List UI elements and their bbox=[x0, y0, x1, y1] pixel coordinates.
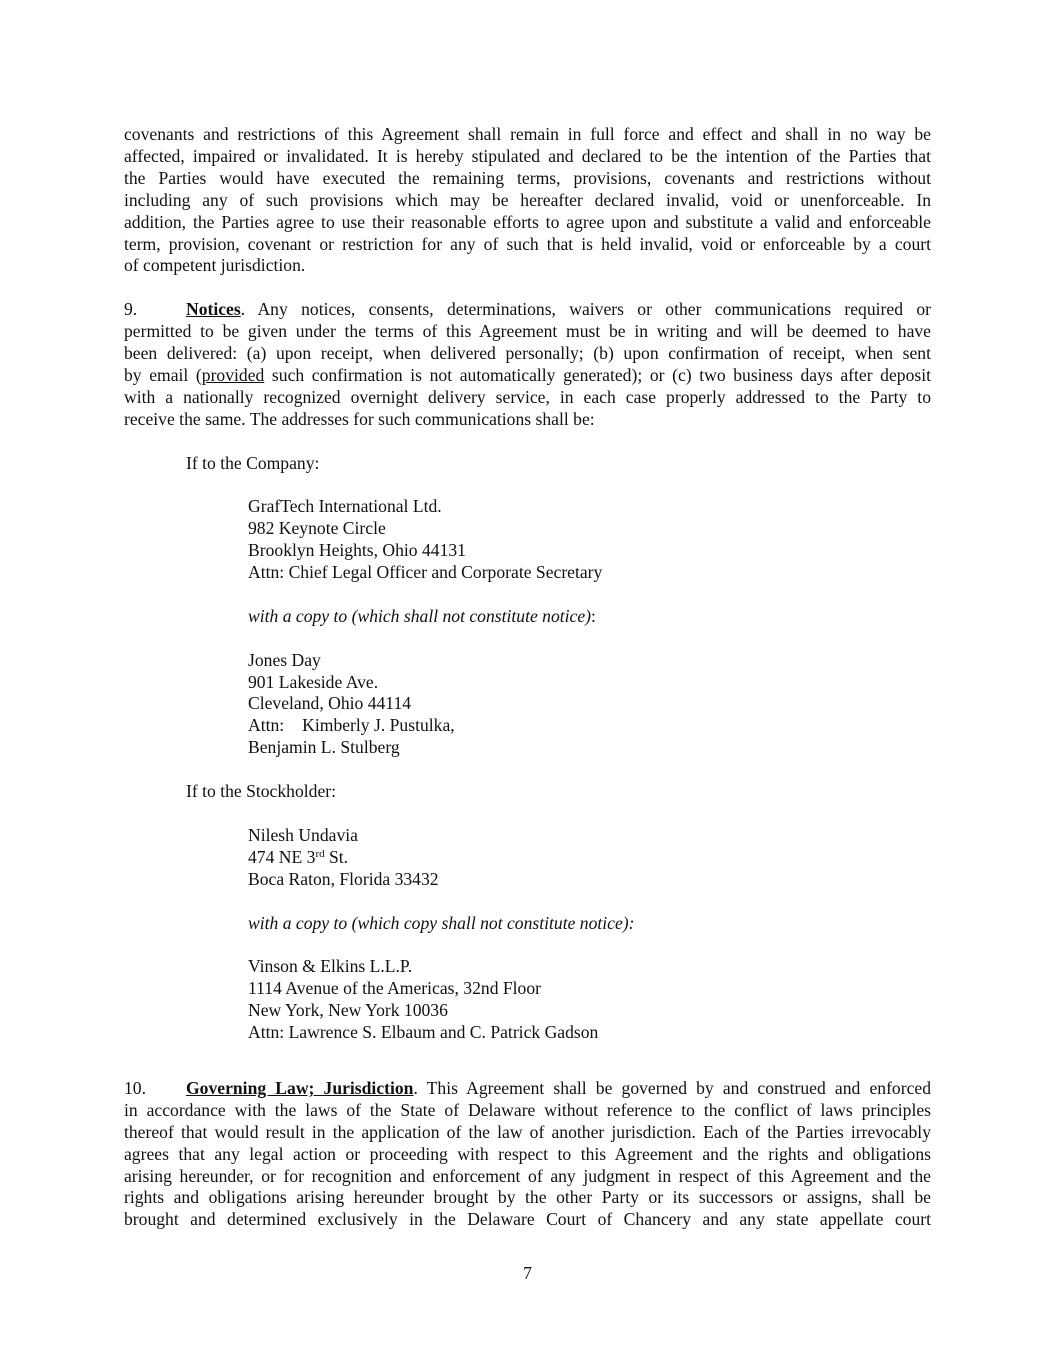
address-line: New York, New York 10036 bbox=[248, 1000, 448, 1021]
text-fragment: . This Agreement shall be governed by and construed and enforced bbox=[413, 1077, 931, 1098]
text-line: addition, the Parties agree to use their reasonable efforts to agree upon and substitute a valid and enforceable bbox=[124, 211, 931, 232]
underlined-term: provided bbox=[201, 364, 265, 385]
attn-line bbox=[248, 715, 931, 737]
address-line: Brooklyn Heights, Ohio 44131 bbox=[248, 540, 466, 561]
address-line: Attn: Lawrence S. Elbaum and C. Patrick Gadson bbox=[248, 1022, 599, 1043]
text-line: permitted to be given under the terms of this Agreement must be in writing and will be deemed to have bbox=[124, 321, 931, 342]
stockholder-label: If to the Stockholder: bbox=[186, 781, 337, 802]
address-line: Benjamin L. Stulberg bbox=[248, 737, 400, 758]
attn-label: Attn: bbox=[248, 715, 285, 736]
governing-law-section bbox=[124, 1078, 931, 1231]
copy-note: with a copy to (which copy shall not constitute notice): bbox=[248, 912, 635, 933]
text-line: arising hereunder, or for recognition and enforcement of any judgment in respect of this Agreement and the bbox=[124, 1165, 931, 1186]
text-line: term, provision, covenant or restriction for any of such that is held invalid, void or enforceable by a court bbox=[124, 233, 931, 254]
superscript: rd bbox=[315, 847, 325, 860]
text-line: brought and determined exclusively in the Delaware Court of Chancery and any state appellate court bbox=[124, 1209, 931, 1230]
text-line: with a nationally recognized overnight delivery service, in each case properly addressed to the Party to bbox=[124, 386, 931, 407]
address-line: 982 Keynote Circle bbox=[248, 518, 386, 539]
address-line: Jones Day bbox=[248, 649, 321, 670]
address-line: 901 Lakeside Ave. bbox=[248, 671, 379, 692]
company-counsel-address bbox=[124, 650, 931, 760]
document-page bbox=[124, 124, 931, 1231]
continuation-paragraph bbox=[124, 124, 931, 277]
stockholder-counsel-address bbox=[124, 956, 931, 1044]
text-line: been delivered: (a) upon receipt, when delivered personally; (b) upon confirmation of receipt, when sent bbox=[124, 343, 931, 364]
copy-note-colon: : bbox=[591, 605, 596, 626]
address-line bbox=[248, 847, 931, 869]
text-line: agrees that any legal action or proceeding with respect to this Agreement and the rights and obligations bbox=[124, 1143, 931, 1164]
address-line: Boca Raton, Florida 33432 bbox=[248, 868, 439, 889]
text-line: in accordance with the laws of the State of Delaware without reference to the conflict of laws principles bbox=[124, 1099, 931, 1120]
text-fragment: St. bbox=[324, 846, 349, 867]
notices-first-line bbox=[124, 299, 931, 321]
stockholder-address bbox=[124, 825, 931, 891]
text-fragment: by email ( bbox=[124, 364, 202, 385]
company-address bbox=[124, 496, 931, 584]
section-heading: Notices bbox=[186, 299, 241, 320]
section-number: 9. bbox=[124, 299, 138, 320]
copy-note bbox=[124, 606, 931, 628]
notices-section bbox=[124, 299, 931, 1044]
text-fragment: such confirmation is not automatically generated); or (c) two business days after deposit bbox=[264, 364, 931, 385]
text-line: including any of such provisions which may be hereafter declared invalid, void or unenforceable. In bbox=[124, 189, 931, 210]
address-line: Attn: Chief Legal Officer and Corporate Secretary bbox=[248, 562, 603, 583]
company-label: If to the Company: bbox=[186, 452, 320, 473]
text-line: of competent jurisdiction. bbox=[124, 255, 306, 276]
text-line: affected, impaired or invalidated. It is hereby stipulated and declared to be the intention of the Parties that bbox=[124, 145, 931, 166]
text-line: rights and obligations arising hereunder brought by the other Party or its successors or assigns, shall be bbox=[124, 1187, 931, 1208]
text-line: thereof that would result in the application of the law of another jurisdiction. Each of the Parties irrevocably bbox=[124, 1121, 931, 1142]
text-fragment: . Any notices, consents, determinations, waivers or other communications required or bbox=[240, 299, 931, 320]
page-number: 7 bbox=[523, 1263, 532, 1283]
address-line: GrafTech International Ltd. bbox=[248, 496, 442, 517]
address-line: Cleveland, Ohio 44114 bbox=[248, 693, 412, 714]
copy-note-text: with a copy to (which shall not constitute notice) bbox=[248, 605, 592, 626]
address-line: 1114 Avenue of the Americas, 32nd Floor bbox=[248, 978, 542, 999]
text-line: covenants and restrictions of this Agreement shall remain in full force and effect and shall in no way be bbox=[124, 124, 931, 144]
text-fragment: 474 NE 3 bbox=[248, 846, 316, 867]
address-line: Nilesh Undavia bbox=[248, 824, 358, 845]
text-line bbox=[124, 365, 931, 387]
text-line: the Parties would have executed the remaining terms, provisions, covenants and restrictions without bbox=[124, 167, 931, 188]
address-line: Vinson & Elkins L.L.P. bbox=[248, 956, 413, 977]
section-number: 10. bbox=[124, 1077, 146, 1098]
section-heading: Governing Law; Jurisdiction bbox=[186, 1077, 414, 1098]
governing-law-first-line bbox=[124, 1078, 931, 1100]
text-line: receive the same. The addresses for such communications shall be: bbox=[124, 408, 595, 429]
attn-name: Kimberly J. Pustulka, bbox=[302, 715, 455, 736]
